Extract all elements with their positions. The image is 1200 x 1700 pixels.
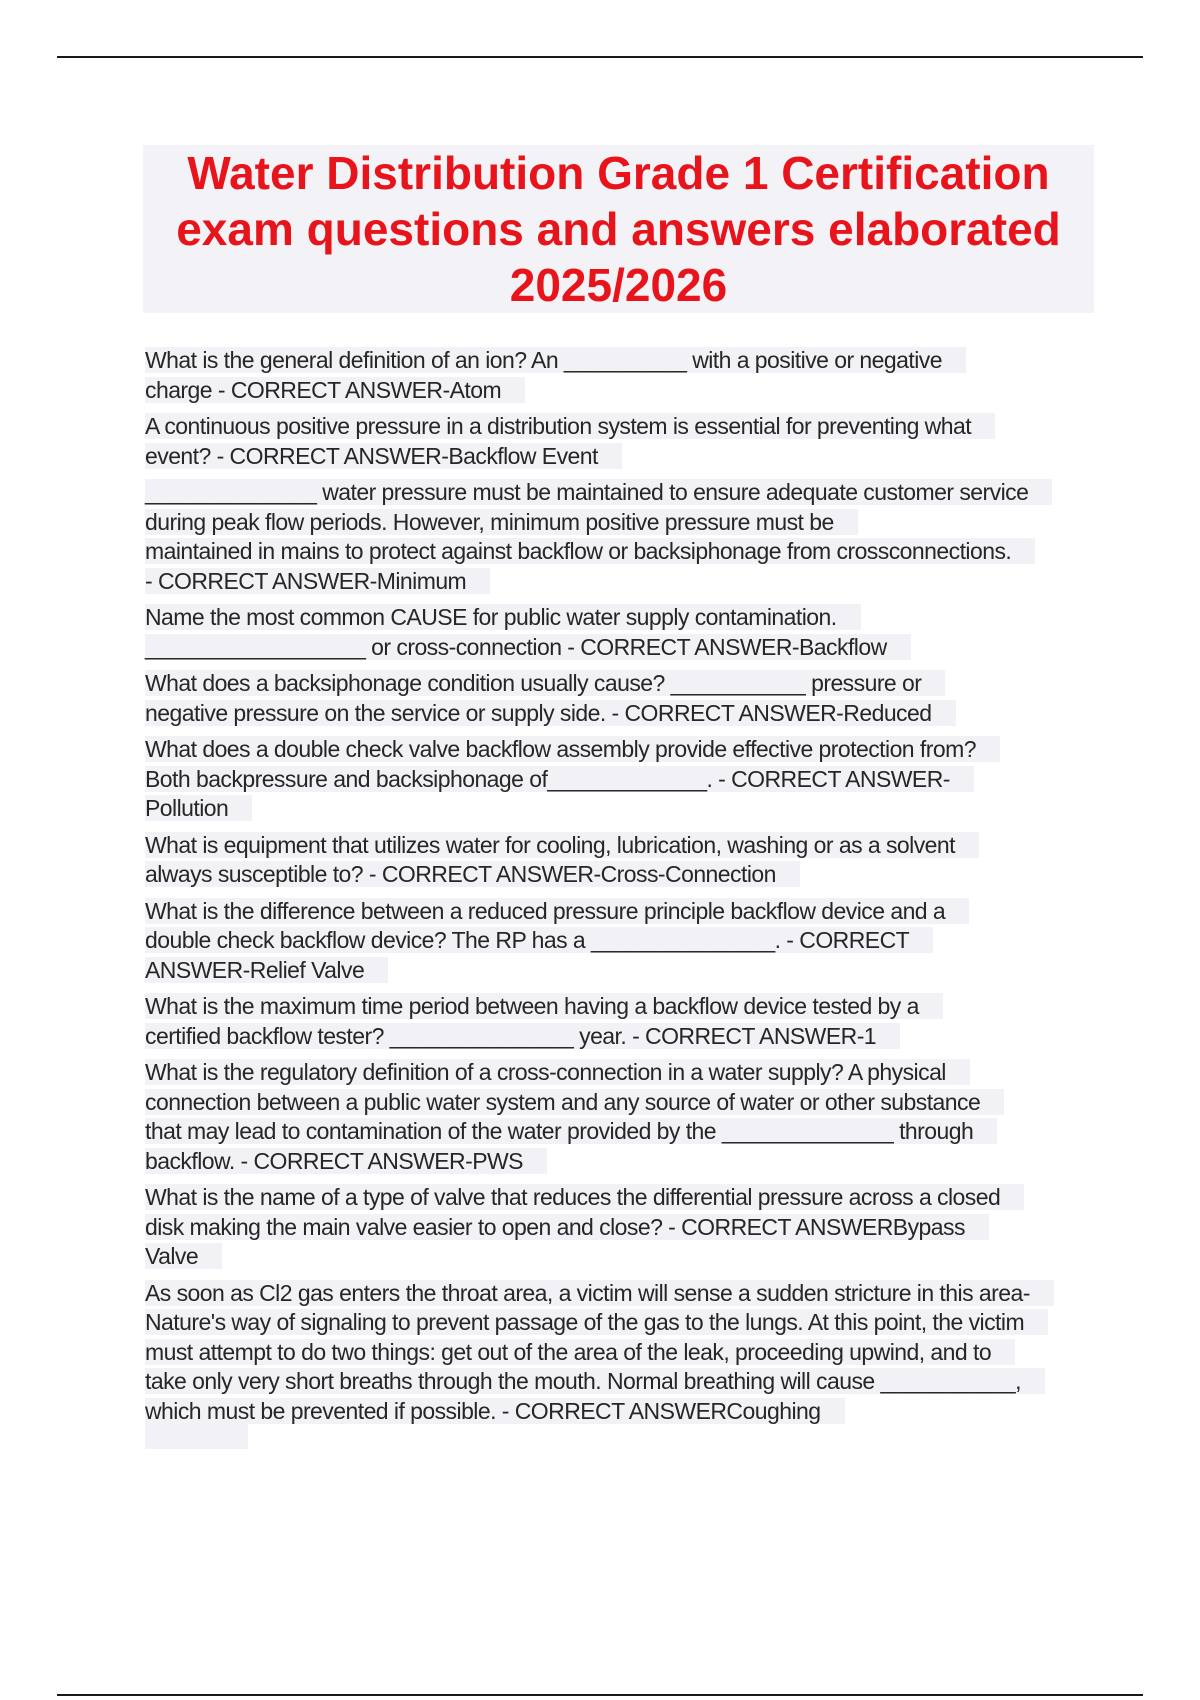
- qa-line-text: What is equipment that utilizes water for cooling, lubrication, washing or as a solvent: [145, 832, 979, 858]
- qa-line: [145, 1088, 1085, 1118]
- qa-line: [145, 412, 1085, 442]
- qa-line: [145, 537, 1085, 567]
- qa-line-text: Valve: [145, 1243, 222, 1269]
- qa-line: [145, 346, 1085, 376]
- qa-line-text: ANSWER-Relief Valve: [145, 957, 388, 983]
- qa-line-text: negative pressure on the service or supply side. - CORRECT ANSWER-Reduced: [145, 700, 956, 726]
- qa-line-text: Both backpressure and backsiphonage of_____________. - CORRECT ANSWER-: [145, 766, 974, 792]
- qa-line-text: A continuous positive pressure in a distribution system is essential for preventing what: [145, 413, 995, 439]
- qa-line: [145, 1213, 1085, 1243]
- qa-line-text: that may lead to contamination of the water provided by the ______________ through: [145, 1118, 997, 1144]
- qa-line-text: As soon as Cl2 gas enters the throat area, a victim will sense a sudden stricture in this area-: [145, 1280, 1054, 1306]
- qa-item: [145, 669, 1085, 728]
- qa-item: [145, 735, 1085, 824]
- qa-line-text: What is the difference between a reduced pressure principle backflow device and a: [145, 898, 969, 924]
- qa-line-text: Pollution: [145, 795, 252, 821]
- qa-line: [145, 1147, 1085, 1177]
- qa-line-text: What does a double check valve backflow assembly provide effective protection from?: [145, 736, 1000, 762]
- qa-item: [145, 478, 1085, 596]
- qa-line-text: double check backflow device? The RP has a _______________. - CORRECT: [145, 927, 933, 953]
- qa-line: [145, 1022, 1085, 1052]
- qa-line-text: What is the regulatory definition of a cross-connection in a water supply? A physical: [145, 1059, 970, 1085]
- qa-item: [145, 603, 1085, 662]
- qa-line: [145, 992, 1085, 1022]
- qa-item: [145, 992, 1085, 1051]
- qa-item: [145, 1279, 1085, 1427]
- qa-item: [145, 412, 1085, 471]
- qa-line-text: must attempt to do two things: get out of the area of the leak, proceeding upwind, and to: [145, 1339, 1015, 1365]
- question-answer-list: [145, 346, 1085, 1433]
- qa-line: [145, 956, 1085, 986]
- qa-line-text: What is the maximum time period between having a backflow device tested by a: [145, 993, 943, 1019]
- qa-line: [145, 1242, 1085, 1272]
- qa-line: [145, 1397, 1085, 1427]
- qa-line: [145, 603, 1085, 633]
- text-highlight-remnant: [145, 1423, 248, 1449]
- qa-item: [145, 831, 1085, 890]
- qa-line-text: Name the most common CAUSE for public water supply contamination.: [145, 604, 861, 630]
- qa-item: [145, 1183, 1085, 1272]
- qa-line: [145, 669, 1085, 699]
- qa-line-text: - CORRECT ANSWER-Minimum: [145, 568, 490, 594]
- qa-line-text: backflow. - CORRECT ANSWER-PWS: [145, 1148, 547, 1174]
- title-line: 2025/2026: [509, 259, 728, 311]
- title-line: Water Distribution Grade 1 Certification: [187, 147, 1050, 199]
- document-title: [176, 145, 1061, 313]
- qa-line-text: charge - CORRECT ANSWER-Atom: [145, 377, 525, 403]
- qa-line-text: event? - CORRECT ANSWER-Backflow Event: [145, 443, 622, 469]
- qa-line-text: Nature's way of signaling to prevent passage of the gas to the lungs. At this point, the victim: [145, 1309, 1048, 1335]
- bottom-rule: [57, 1694, 1143, 1696]
- title-banner: [143, 145, 1094, 313]
- qa-line: [145, 1058, 1085, 1088]
- title-line: exam questions and answers elaborated: [176, 203, 1061, 255]
- qa-item: [145, 1058, 1085, 1176]
- qa-item: [145, 897, 1085, 986]
- qa-line-text: maintained in mains to protect against backflow or backsiphonage from crossconnections.: [145, 538, 1035, 564]
- qa-line: [145, 442, 1085, 472]
- qa-line-text: ______________ water pressure must be maintained to ensure adequate customer service: [145, 479, 1052, 505]
- qa-line: [145, 478, 1085, 508]
- qa-line: [145, 1338, 1085, 1368]
- qa-line: [145, 567, 1085, 597]
- qa-line-text: __________________ or cross-connection - CORRECT ANSWER-Backflow: [145, 634, 911, 660]
- qa-line: [145, 1183, 1085, 1213]
- qa-line: [145, 508, 1085, 538]
- qa-line-text: What does a backsiphonage condition usually cause? ___________ pressure or: [145, 670, 945, 696]
- qa-line: [145, 633, 1085, 663]
- qa-item: [145, 346, 1085, 405]
- qa-line: [145, 376, 1085, 406]
- qa-line: [145, 735, 1085, 765]
- qa-line: [145, 860, 1085, 890]
- qa-line: [145, 1117, 1085, 1147]
- qa-line-text: certified backflow tester? _______________ year. - CORRECT ANSWER-1: [145, 1023, 900, 1049]
- qa-line-text: take only very short breaths through the mouth. Normal breathing will cause ___________,: [145, 1368, 1045, 1394]
- qa-line: [145, 765, 1085, 795]
- qa-line-text: which must be prevented if possible. - CORRECT ANSWERCoughing: [145, 1398, 845, 1424]
- qa-line: [145, 699, 1085, 729]
- top-rule: [57, 56, 1143, 58]
- qa-line: [145, 1367, 1085, 1397]
- qa-line: [145, 1279, 1085, 1309]
- qa-line-text: during peak flow periods. However, minimum positive pressure must be: [145, 509, 858, 535]
- qa-line-text: What is the name of a type of valve that reduces the differential pressure across a closed: [145, 1184, 1024, 1210]
- qa-line-text: connection between a public water system and any source of water or other substance: [145, 1089, 1004, 1115]
- qa-line-text: disk making the main valve easier to open and close? - CORRECT ANSWERBypass: [145, 1214, 989, 1240]
- qa-line: [145, 897, 1085, 927]
- qa-line: [145, 794, 1085, 824]
- qa-line-text: What is the general definition of an ion? An __________ with a positive or negative: [145, 347, 966, 373]
- qa-line: [145, 831, 1085, 861]
- qa-line: [145, 1308, 1085, 1338]
- qa-line-text: always susceptible to? - CORRECT ANSWER-Cross-Connection: [145, 861, 800, 887]
- qa-line: [145, 926, 1085, 956]
